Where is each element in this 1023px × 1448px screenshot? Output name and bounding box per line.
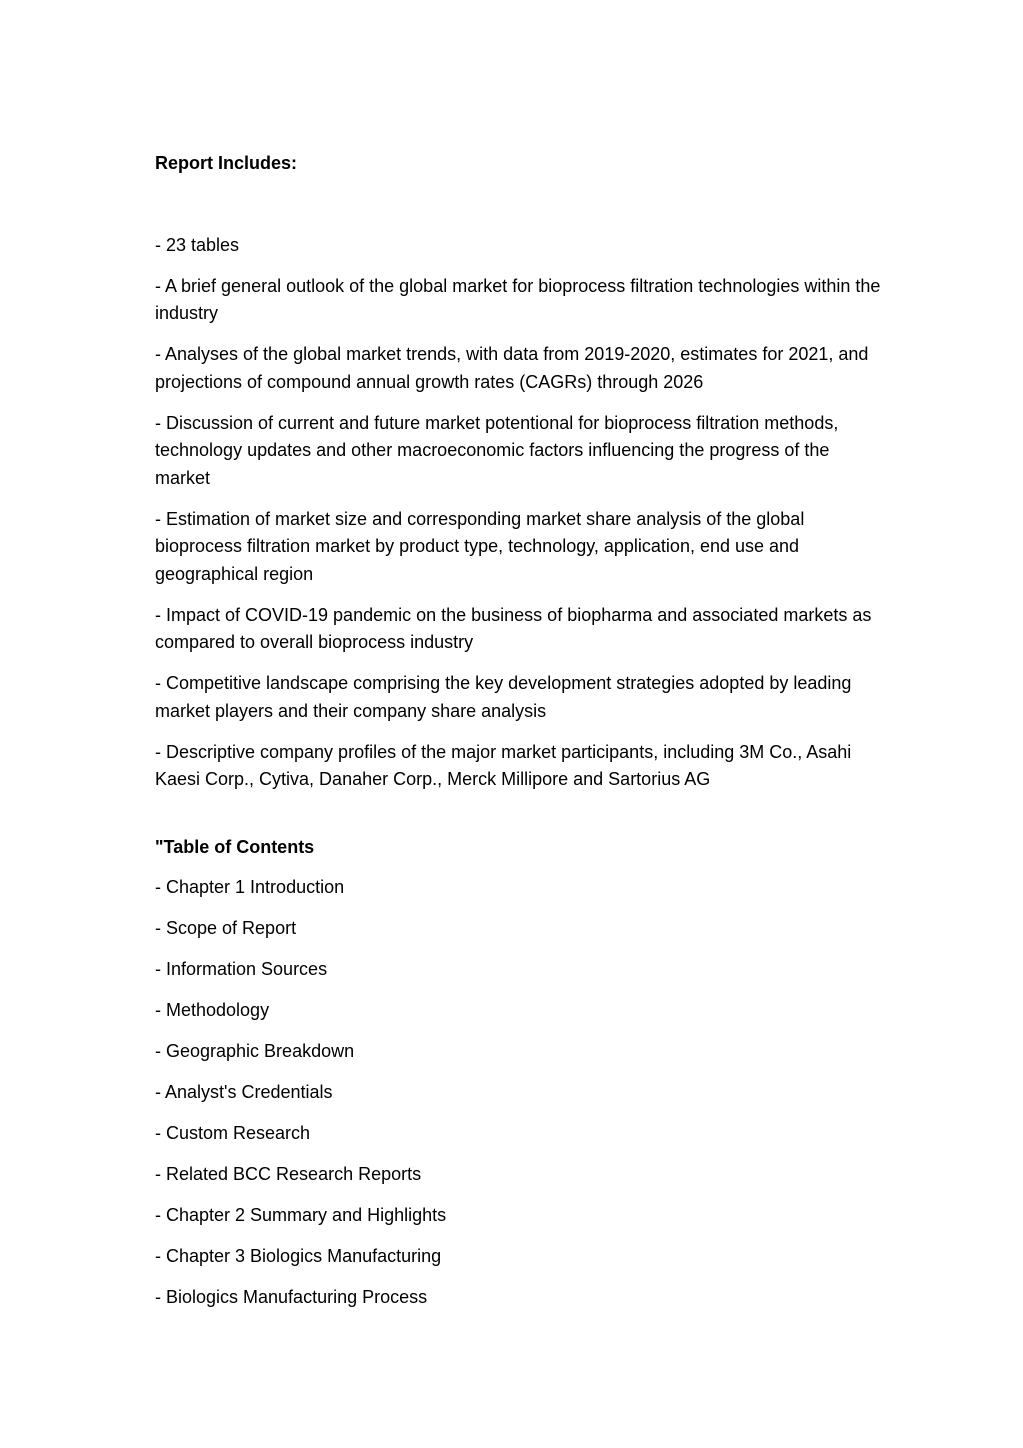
list-item: - Competitive landscape comprising the key development strategies adopted by leading market players and their company share analysis	[155, 673, 852, 721]
table-of-contents-heading: "Table of Contents	[155, 836, 315, 857]
toc-item: - Chapter 2 Summary and Highlights	[155, 1205, 447, 1225]
list-item: - 23 tables	[155, 234, 240, 255]
list-item: - Estimation of market size and corresponding market share analysis of the global bioprocess filtration market by product type, technology, application, end use and geographical region	[155, 508, 805, 584]
report-includes-heading: Report Includes:	[155, 153, 298, 173]
report-includes-list	[155, 232, 885, 794]
toc-item: - Scope of Report	[155, 918, 297, 938]
toc-item: - Related BCC Research Reports	[155, 1164, 422, 1184]
toc-item: - Chapter 1 Introduction	[155, 877, 345, 897]
toc-item: - Biologics Manufacturing Process	[155, 1287, 428, 1307]
toc-item: - Analyst's Credentials	[155, 1082, 333, 1102]
toc-item: - Information Sources	[155, 959, 328, 979]
toc-item: - Geographic Breakdown	[155, 1041, 355, 1061]
toc-item: - Methodology	[155, 1000, 270, 1020]
list-item: - Analyses of the global market trends, with data from 2019-2020, estimates for 2021, and projections of compound annual growth rates (CAGRs) through 2026	[155, 344, 869, 392]
list-item: - Discussion of current and future market potentional for bioprocess filtration methods, technology updates and other macroeconomic factors influencing the progress of the market	[155, 412, 839, 488]
list-item: - A brief general outlook of the global market for bioprocess filtration technologies within the industry	[155, 275, 881, 323]
toc-item: - Chapter 3 Biologics Manufacturing	[155, 1246, 442, 1266]
list-item: - Descriptive company profiles of the major market participants, including 3M Co., Asahi Kaesi Corp., Cytiva, Danaher Corp., Merck Millipore and Sartorius AG	[155, 741, 852, 789]
list-item: - Impact of COVID-19 pandemic on the business of biopharma and associated markets as compared to overall bioprocess industry	[155, 604, 872, 652]
toc-item: - Custom Research	[155, 1123, 311, 1143]
table-of-contents-list	[155, 874, 885, 1312]
page-content	[155, 150, 885, 1325]
